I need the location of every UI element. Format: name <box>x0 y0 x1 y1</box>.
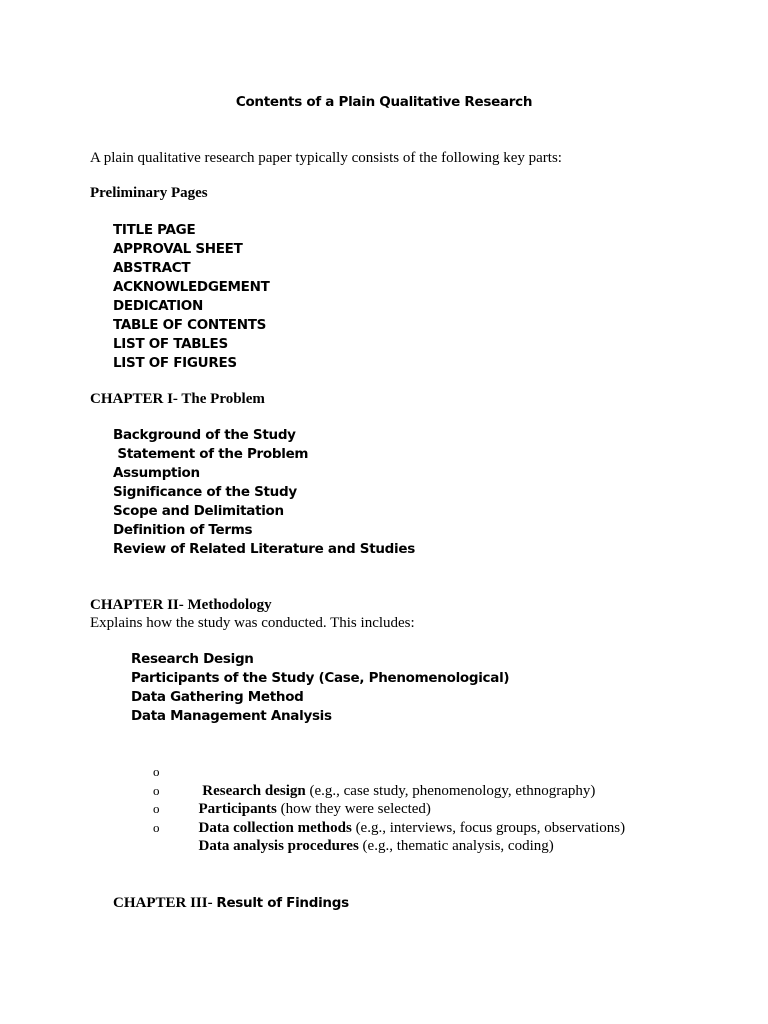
list-item: LIST OF FIGURES <box>113 355 237 371</box>
list-item: Data Management Analysis <box>131 708 332 724</box>
list-item: Significance of the Study <box>113 484 297 500</box>
bullet-marker: o <box>153 782 160 798</box>
list-item: Research Design <box>131 651 254 667</box>
bullet-term: Participants <box>198 801 277 817</box>
list-item: LIST OF TABLES <box>113 336 228 352</box>
chapter-2-intro: Explains how the study was conducted. This includes: <box>90 615 415 631</box>
intro-paragraph: A plain qualitative research paper typically consists of the following key parts: <box>90 150 562 166</box>
list-item: TABLE OF CONTENTS <box>113 317 267 333</box>
chapter-3-heading-prefix: CHAPTER III- <box>113 895 217 911</box>
list-item: Assumption <box>113 465 200 481</box>
list-item: Scope and Delimitation <box>113 503 284 519</box>
chapter-3-heading <box>113 893 349 913</box>
chapter-1-list <box>113 426 415 559</box>
bullet-marker: o <box>153 764 160 779</box>
chapter-2-heading: CHAPTER II- Methodology <box>90 597 272 613</box>
bullet-detail: (e.g., interviews, focus groups, observations) <box>351 819 626 836</box>
chapter-1-heading: CHAPTER I- The Problem <box>90 391 265 407</box>
list-item <box>153 763 625 799</box>
list-item: TITLE PAGE <box>113 222 196 238</box>
document-title: Contents of a Plain Qualitative Research <box>235 94 533 110</box>
preliminary-pages-heading: Preliminary Pages <box>90 185 208 201</box>
list-item <box>153 800 626 836</box>
bullet-detail: (e.g., thematic analysis, coding) <box>358 838 554 854</box>
chapter-3-heading-rest: Result of Findings <box>216 895 349 911</box>
list-item: DEDICATION <box>113 298 203 314</box>
list-item: Review of Related Literature and Studies <box>113 541 415 557</box>
preliminary-pages-list <box>113 221 269 373</box>
list-item: ABSTRACT <box>113 260 191 276</box>
bullet-term: Data collection methods <box>198 819 352 836</box>
list-item <box>153 782 625 817</box>
list-item: Participants of the Study (Case, Phenomenological) <box>131 670 510 686</box>
list-item: Definition of Terms <box>113 522 253 538</box>
chapter-2-list <box>131 650 509 726</box>
list-item: Data Gathering Method <box>131 689 304 705</box>
list-item: Statement of the Problem <box>113 446 309 462</box>
bullet-detail: (e.g., case study, phenomenology, ethnography) <box>305 782 596 799</box>
methodology-bullet-list <box>153 763 626 854</box>
list-item: APPROVAL SHEET <box>113 241 243 257</box>
bullet-term: Research design <box>198 782 306 799</box>
bullet-detail: (how they were selected) <box>276 801 431 817</box>
bullet-marker: o <box>153 819 160 835</box>
bullet-marker: o <box>153 801 160 816</box>
bullet-term: Data analysis procedures <box>198 838 359 854</box>
list-item: Background of the Study <box>113 427 296 443</box>
list-item <box>153 819 625 854</box>
list-item: ACKNOWLEDGEMENT <box>113 279 270 295</box>
